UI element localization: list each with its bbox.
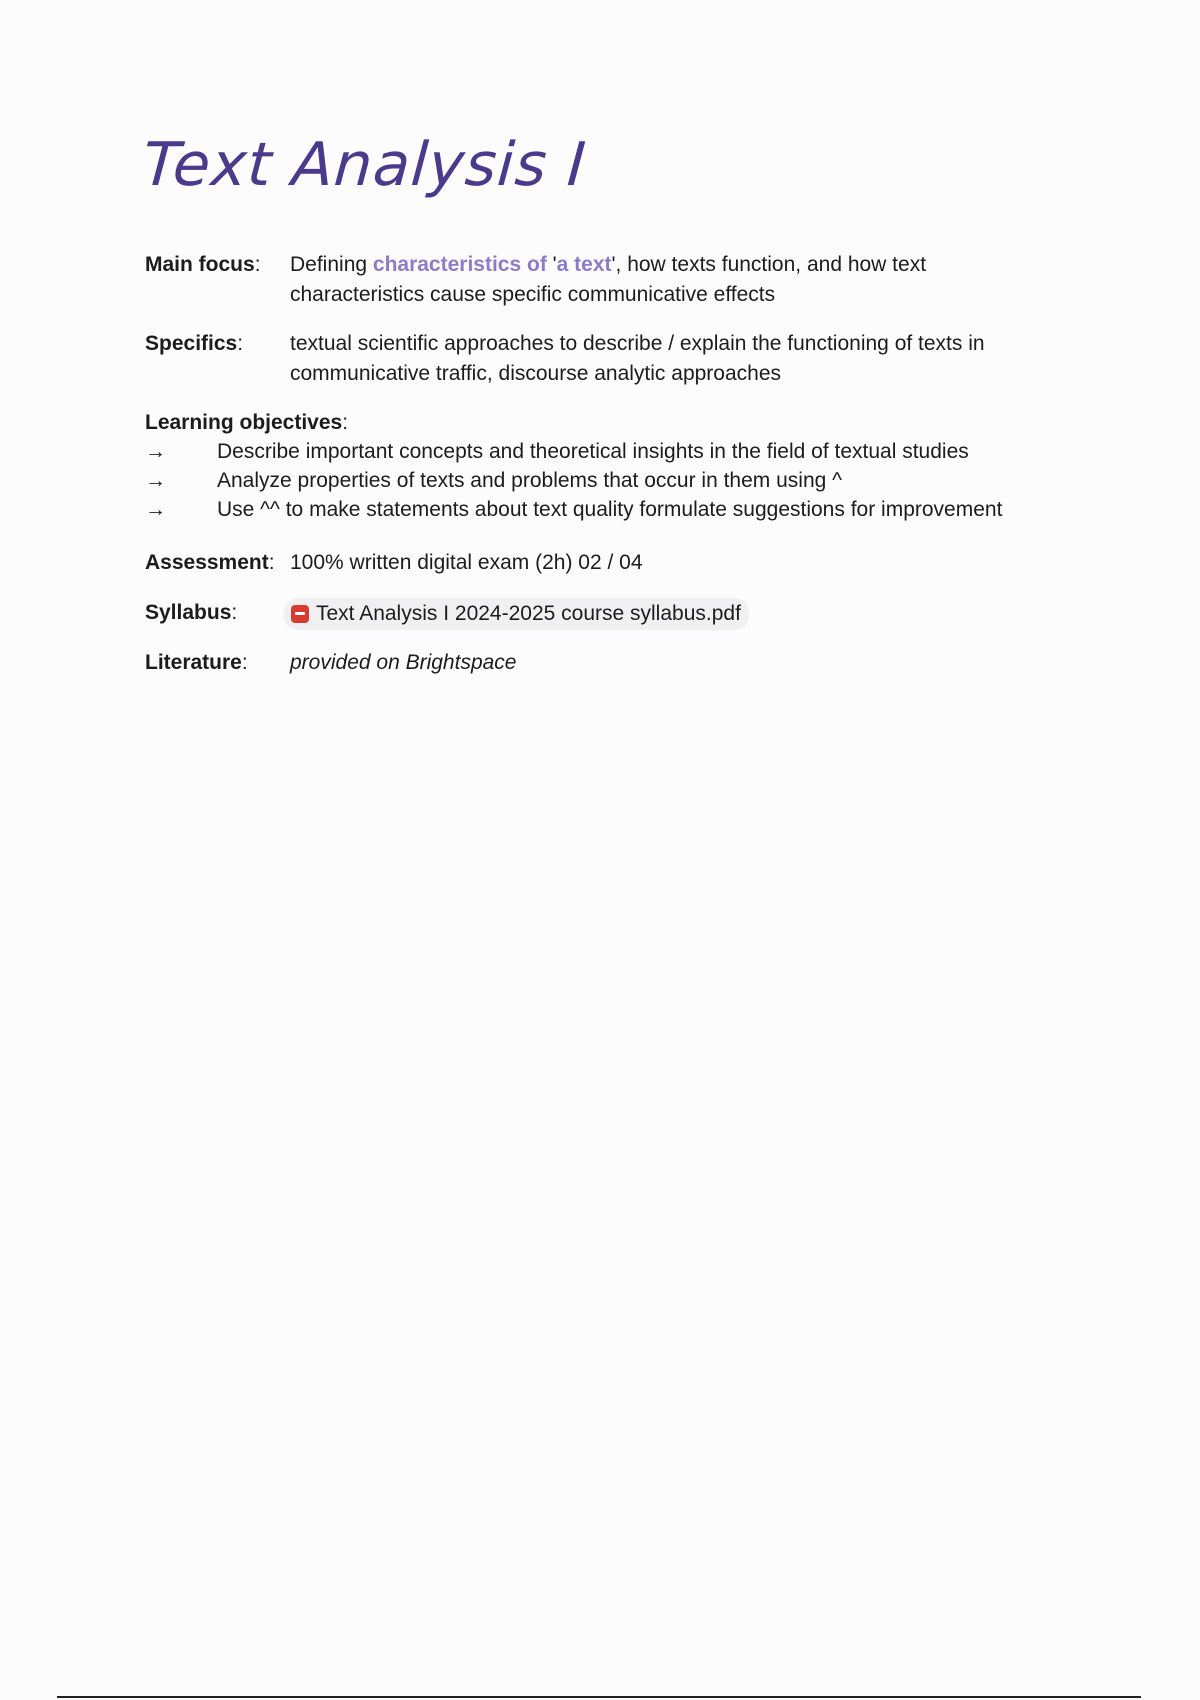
assessment-label: Assessment: xyxy=(145,551,275,574)
footer-divider xyxy=(57,1696,1141,1698)
main-focus-value: Defining characteristics of 'a text', how texts function, and how text characteristics cause specific communicative effects xyxy=(290,253,927,306)
highlight-characteristics: characteristics of xyxy=(372,253,547,276)
syllabus-file-name: Text Analysis I 2024-2025 course syllabus.pdf xyxy=(316,602,741,625)
document-page: Text Analysis I Main focus: Defining characteristics of 'a text', how texts function, and how text characteristics cause specific communicative effects Specifics: textual scientific approaches to describe / explain the functioning of texts in communicative traffic, discourse analytic approaches Learning objectives: → Describe important concepts and theoretical insights in the field of textual studies → Analyze properties of texts and problems that occur in them using ^ → Use ^^ to make statements about text quality formulate suggestions for improvement Assessment: 100% written digital exam (2h) 02 / 04 Syllabus: Text Analysis I 2024-2025 course syllabus.pdf Literature: provided on Brightspace xyxy=(0,0,1200,1700)
specifics-label: Specifics: xyxy=(145,332,244,355)
arrow-right-icon: → xyxy=(145,469,166,492)
literature-label: Literature: xyxy=(145,651,248,674)
arrow-right-icon: → xyxy=(145,440,166,463)
pdf-file-icon xyxy=(291,605,309,623)
assessment-value: 100% written digital exam (2h) 02 / 04 xyxy=(290,551,643,574)
literature-value: provided on Brightspace xyxy=(290,651,517,674)
syllabus-file-chip[interactable] xyxy=(284,598,749,630)
learning-objectives-label: Learning objectives: xyxy=(145,411,349,434)
specifics-value: textual scientific approaches to describe / explain the functioning of texts in communicative traffic, discourse analytic approaches xyxy=(290,332,985,385)
arrow-right-icon: → xyxy=(145,498,166,521)
syllabus-value xyxy=(290,598,1050,632)
syllabus-label: Syllabus: xyxy=(145,601,238,624)
page-title: Text Analysis I xyxy=(140,130,589,200)
highlight-a-text: a text xyxy=(556,253,612,276)
main-focus-label: Main focus: xyxy=(145,253,261,276)
